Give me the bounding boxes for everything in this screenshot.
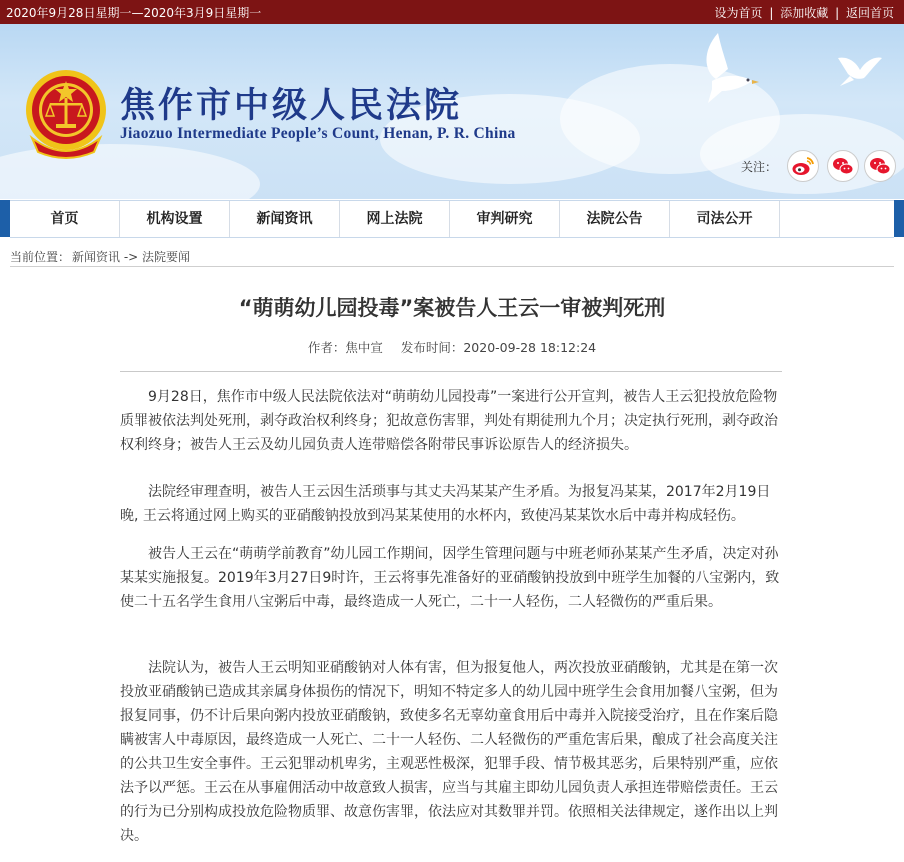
article-paragraph: 法院经审理查明，被告人王云因生活琐事与其丈夫冯某某产生矛盾。为报复冯某某，2017年2月19日晚, 王云将通过网上购买的亚硝酸钠投放到冯某某使用的水杯内，致使冯某某饮水后中毒并构成轻伤。 xyxy=(120,484,771,524)
nav-item-home[interactable]: 首页 xyxy=(10,201,120,237)
add-favorite-link[interactable]: 添加收藏 xyxy=(780,6,829,20)
site-header xyxy=(0,24,904,199)
article-title: “萌萌幼儿园投毒”案被告人王云一审被判死刑 xyxy=(238,296,666,320)
site-title-cn: 焦作市中级人民法院 xyxy=(120,85,463,126)
wechat-moments-icon[interactable] xyxy=(864,150,896,182)
nav-item-news[interactable]: 新闻资讯 xyxy=(230,201,340,237)
link-separator: | xyxy=(835,6,840,20)
wechat-icon[interactable] xyxy=(827,150,859,182)
nav-item-judicial-openness[interactable]: 司法公开 xyxy=(670,201,780,237)
weibo-icon[interactable] xyxy=(787,150,819,182)
dove-icon xyxy=(682,29,766,115)
nav-item-organization[interactable]: 机构设置 xyxy=(120,201,230,237)
nav-item-trial-research[interactable]: 审判研究 xyxy=(450,201,560,237)
main-nav xyxy=(10,200,894,238)
article-paragraph: 法院认为，被告人王云明知亚硝酸钠对人体有害，但为报复他人，两次投放亚硝酸钠，尤其是在第一次投放亚硝酸钠已造成其亲属身体损伤的情况下，明知不特定多人的幼儿园中班学生会食用加餐八宝粥，但为报复同事，仍不计后果向粥内投放亚硝酸钠，致使多名无辜幼童食用后中毒并入院接受治疗，且在作案后隐瞒被害人中毒原因，最终造成一人死亡、二十一人轻伤、二人轻微伤的严重危害后果，酿成了社会高度关注的公共卫生安全事件。王云犯罪动机卑劣，主观恶性极深，犯罪手段、情节极其恶劣，后果特别严重，应依法予以严惩。王云在从事雇佣活动中故意致人损害，应当与其雇主即幼儿园负责人承担连带赔偿责任。王云的行为已分别构成投放危险物质罪、故意伤害罪，依法应对其数罪并罚。依照相关法律规定，遂作出以上判决。 xyxy=(120,660,778,844)
set-home-link[interactable]: 设为首页 xyxy=(714,6,763,20)
nav-accent-left xyxy=(0,200,10,237)
link-separator: | xyxy=(769,6,774,20)
follow-label: 关注： xyxy=(741,160,778,174)
article-meta xyxy=(0,338,904,356)
site-title-en: Jiaozuo Intermediate People’s Count, Henan, P. R. China xyxy=(120,125,516,142)
title-divider xyxy=(120,371,782,372)
breadcrumb-path[interactable]: 新闻资讯 -> 法院要闻 xyxy=(72,250,191,264)
breadcrumb xyxy=(10,246,894,267)
article-author: 作者：焦中宣 xyxy=(307,340,383,355)
top-bar xyxy=(0,0,904,24)
article-publish-time: 发布时间：2020-09-28 18:12:24 xyxy=(400,340,597,355)
nav-item-online-court[interactable]: 网上法院 xyxy=(340,201,450,237)
article-paragraph: 被告人王云在“萌萌学前教育”幼儿园工作期间，因学生管理问题与中班老师孙某某产生矛盾，决定对孙某某实施报复。2019年3月27日9时许，王云将事先准备好的亚硝酸钠投放到中班学生加餐的八宝粥内，致使二十五名学生食用八宝粥后中毒，最终造成一人死亡，二十一人轻伤，二人轻微伤的严重后果。 xyxy=(120,546,780,610)
nav-accent-right xyxy=(894,200,904,237)
breadcrumb-label: 当前位置： xyxy=(10,250,71,264)
date-range: 2020年9月28日星期一—2020年3月9日星期一 xyxy=(6,6,262,20)
dove-icon xyxy=(830,44,884,94)
top-links xyxy=(715,4,894,21)
back-home-link[interactable]: 返回首页 xyxy=(845,6,894,20)
court-emblem-icon xyxy=(22,64,110,160)
article-paragraph: 9月28日，焦作市中级人民法院依法对“萌萌幼儿园投毒”一案进行公开宣判，被告人王云犯投放危险物质罪被依法判处死刑，剥夺政治权利终身；犯故意伤害罪，判处有期徒刑九个月；决定执行死刑，剥夺政治权利终身；被告人王云及幼儿园负责人连带赔偿各附带民事诉讼原告人的经济损失。 xyxy=(120,389,778,453)
nav-item-announcements[interactable]: 法院公告 xyxy=(560,201,670,237)
